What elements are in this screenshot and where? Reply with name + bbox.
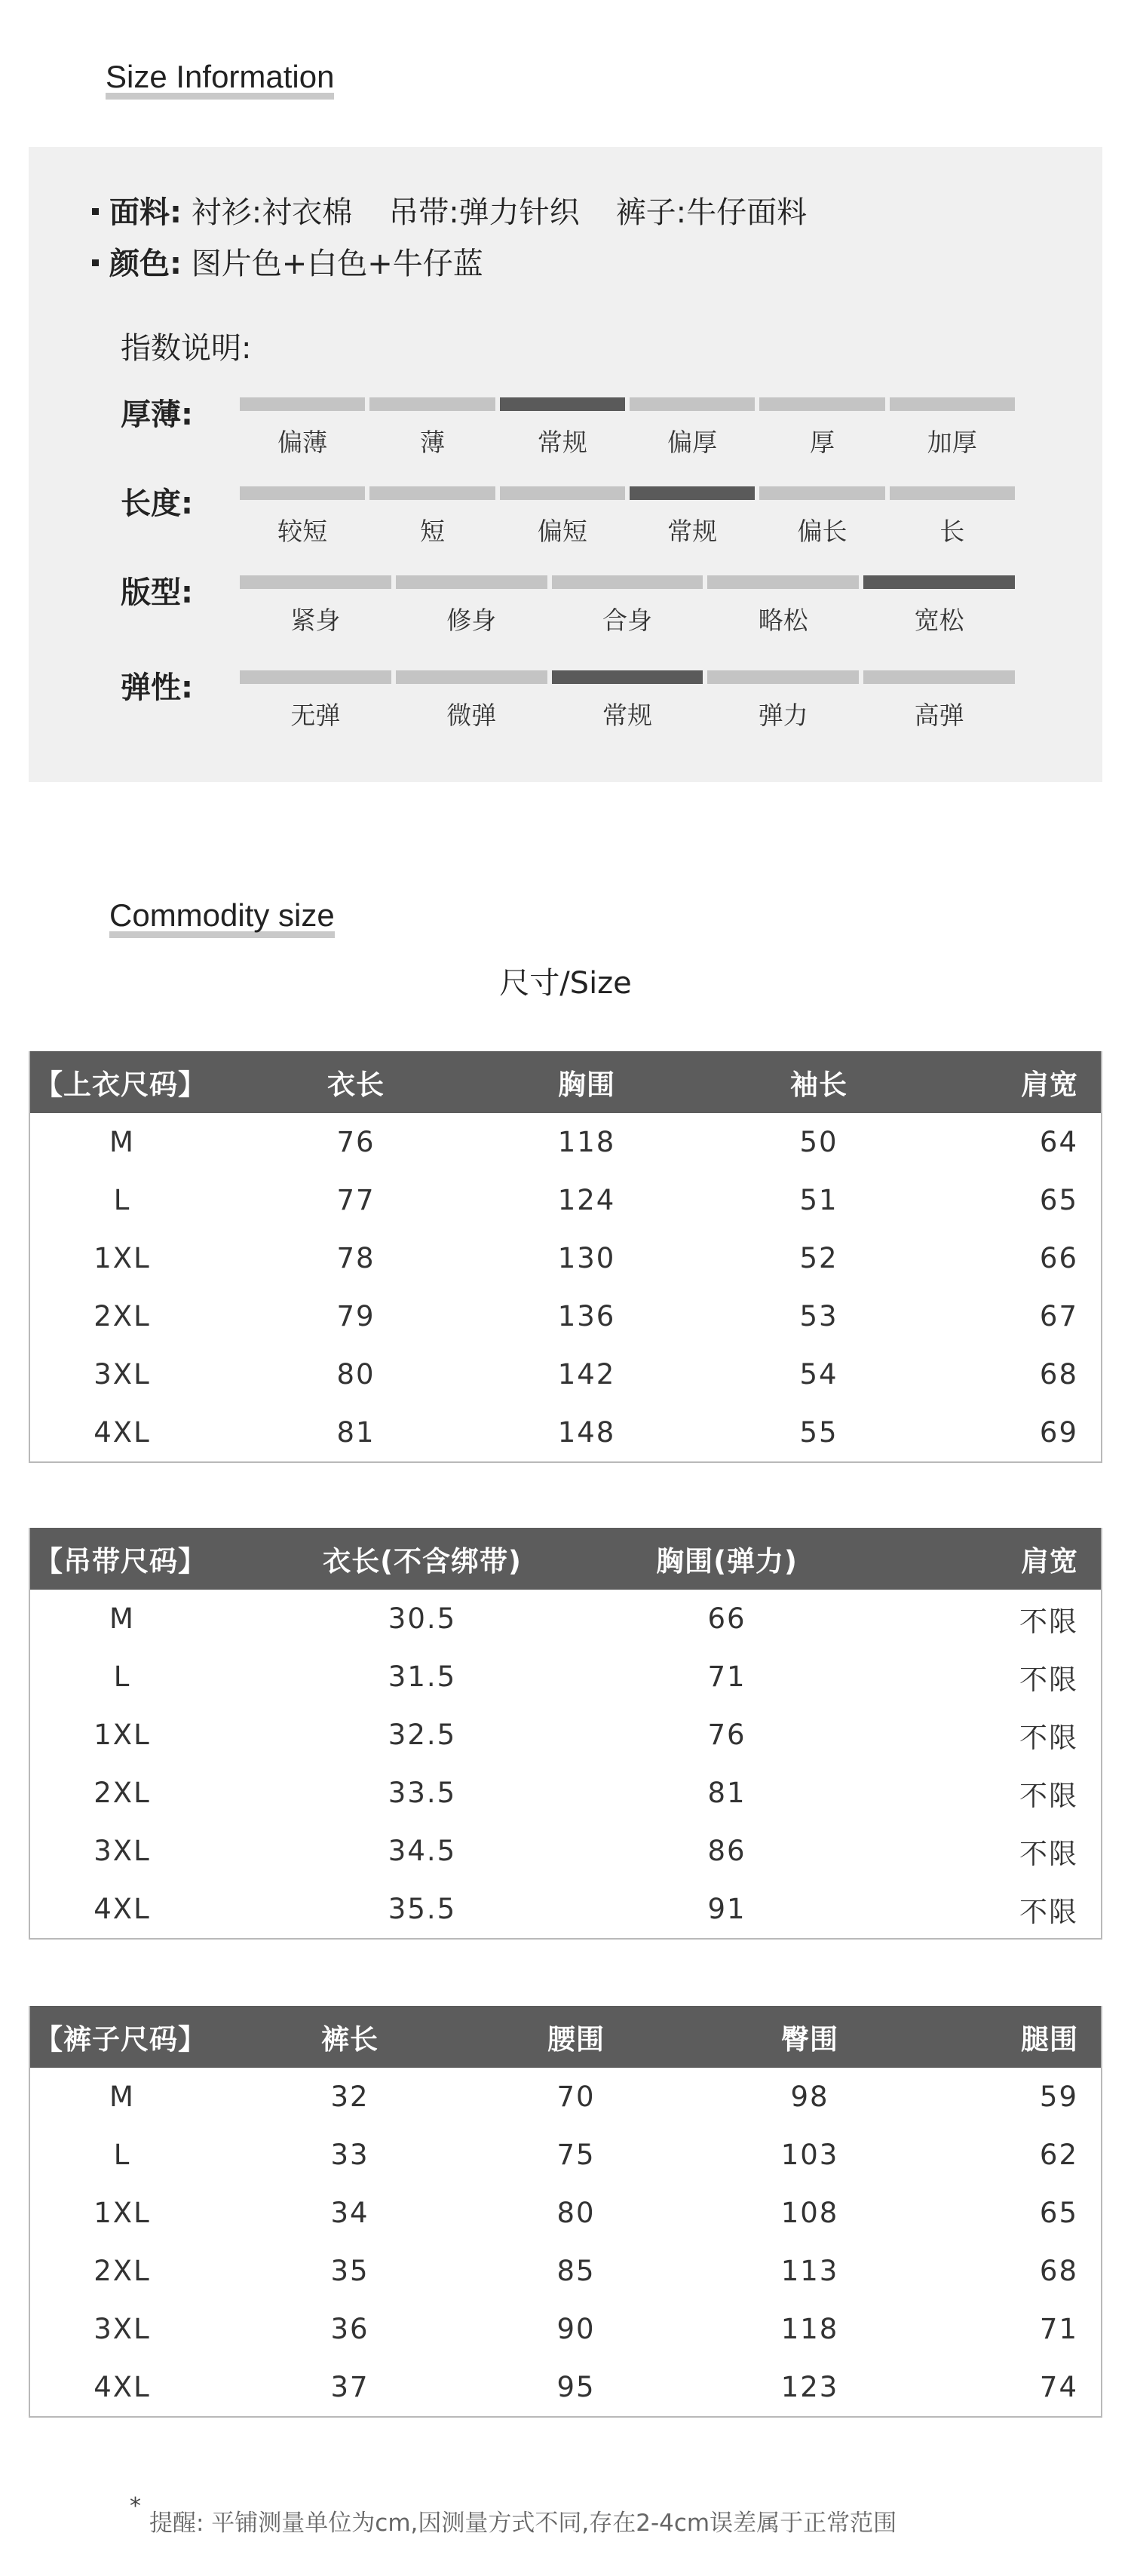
metric-option xyxy=(369,397,495,458)
table-cell: 3XL xyxy=(93,1835,151,1867)
table-cell: 50 xyxy=(799,1126,838,1158)
table-row xyxy=(30,1171,1101,1229)
table-cell: 148 xyxy=(557,1416,616,1449)
metric-option xyxy=(552,575,703,636)
table-cell: 不限 xyxy=(1019,1721,1078,1754)
table-row xyxy=(30,1403,1101,1461)
metric-bar xyxy=(759,486,884,500)
slip-size-table xyxy=(29,1528,1102,1940)
metric-bar xyxy=(240,670,391,684)
size-information-heading xyxy=(106,59,334,95)
metric-option-label: 偏薄 xyxy=(277,428,328,457)
metric-option xyxy=(863,575,1015,636)
bullet-icon xyxy=(92,259,99,266)
metric-option-label: 加厚 xyxy=(927,428,977,457)
table-cell: 78 xyxy=(336,1242,375,1274)
table-cell: 66 xyxy=(707,1602,746,1635)
table-cell: 67 xyxy=(1039,1300,1078,1332)
fabric-line xyxy=(92,189,807,232)
metric-bar xyxy=(369,486,495,500)
metric-option-label: 偏厚 xyxy=(667,428,718,457)
metric-option xyxy=(759,486,884,547)
table-cell: 34.5 xyxy=(388,1835,457,1867)
table-cell: 3XL xyxy=(93,2313,151,2345)
metric-option xyxy=(240,670,391,731)
metric-bar xyxy=(890,397,1015,411)
metric-option xyxy=(707,670,859,731)
tops-size-table xyxy=(29,1051,1102,1463)
table-cell: 34 xyxy=(330,2197,369,2229)
table-cell: 62 xyxy=(1039,2139,1078,2171)
metric-option-label: 合身 xyxy=(602,606,652,635)
table-cell: 52 xyxy=(799,1242,838,1274)
table-cell: 54 xyxy=(799,1358,838,1391)
table-cell: 130 xyxy=(557,1242,616,1274)
table-cell: 3XL xyxy=(93,1358,151,1391)
metric-label: 弹性: xyxy=(121,670,193,705)
table-cell: 不限 xyxy=(1019,1605,1078,1638)
color-value: 图片色+白色+牛仔蓝 xyxy=(191,247,483,281)
table-cell: 81 xyxy=(336,1416,375,1449)
table-row xyxy=(30,1706,1101,1764)
table-cell: 124 xyxy=(557,1184,616,1216)
table-cell: 103 xyxy=(780,2139,839,2171)
metric-option-label: 常规 xyxy=(602,701,652,730)
table-cell: 32.5 xyxy=(388,1719,457,1751)
metric-option xyxy=(240,575,391,636)
metric-bar xyxy=(240,397,365,411)
table-header xyxy=(30,1528,1101,1590)
table-header xyxy=(30,1051,1101,1113)
table-cell: 33 xyxy=(330,2139,369,2171)
table-row xyxy=(30,1287,1101,1345)
metric-bar xyxy=(707,670,859,684)
metric-option-label: 高弹 xyxy=(914,701,964,730)
metric-bar xyxy=(396,670,547,684)
header-cell: 袖长 xyxy=(790,1069,847,1101)
table-header xyxy=(30,2006,1101,2068)
metric-bar xyxy=(240,575,391,589)
note-text: 提醒: 平铺测量单位为cm,因测量方式不同,存在2-4cm误差属于正常范围 xyxy=(149,2510,897,2537)
heading-text: Size Information xyxy=(106,59,335,94)
table-cell: 59 xyxy=(1039,2081,1078,2113)
table-cell: 37 xyxy=(330,2371,369,2403)
table-cell: 2XL xyxy=(93,1777,151,1809)
table-cell: 66 xyxy=(1039,1242,1078,1274)
table-row xyxy=(30,2068,1101,2126)
metric-option xyxy=(630,486,755,547)
fabric-label: 面料: xyxy=(109,195,182,230)
table-cell: 4XL xyxy=(93,1893,151,1925)
table-cell: 2XL xyxy=(93,1300,151,1332)
table-cell: 4XL xyxy=(93,1416,151,1449)
table-cell: 71 xyxy=(1039,2313,1078,2345)
table-cell: 77 xyxy=(336,1184,375,1216)
table-row xyxy=(30,1590,1101,1648)
table-cell: 91 xyxy=(707,1893,746,1925)
metric-option-label: 弹力 xyxy=(758,701,808,730)
table-cell: 71 xyxy=(707,1661,746,1693)
table-cell: 53 xyxy=(799,1300,838,1332)
table-cell: 86 xyxy=(707,1835,746,1867)
table-row xyxy=(30,2300,1101,2358)
table-cell: M xyxy=(109,2081,135,2113)
header-cell: 【上衣尺码】 xyxy=(35,1069,207,1101)
table-cell: 2XL xyxy=(93,2255,151,2287)
metric-option xyxy=(552,670,703,731)
table-cell: L xyxy=(113,2139,131,2171)
metric-option-label: 无弹 xyxy=(290,701,341,730)
table-cell: 35 xyxy=(330,2255,369,2287)
table-row xyxy=(30,1113,1101,1171)
table-cell: 32 xyxy=(330,2081,369,2113)
table-row xyxy=(30,1345,1101,1403)
table-row xyxy=(30,2126,1101,2184)
header-cell: 臀围 xyxy=(781,2023,838,2056)
metric-option-label: 偏短 xyxy=(537,517,587,546)
table-row xyxy=(30,2242,1101,2300)
table-cell: 70 xyxy=(556,2081,596,2113)
size-subtitle: 尺寸/Size xyxy=(499,966,632,1001)
table-row xyxy=(30,2184,1101,2242)
metric-option-label: 较短 xyxy=(277,517,328,546)
table-cell: 不限 xyxy=(1019,1779,1078,1812)
table-cell: 55 xyxy=(799,1416,838,1449)
table-row xyxy=(30,1764,1101,1822)
color-label: 颜色: xyxy=(109,247,182,281)
measurement-note xyxy=(127,2493,897,2538)
metric-option-label: 厚 xyxy=(809,428,835,457)
table-row xyxy=(30,2358,1101,2416)
table-cell: M xyxy=(109,1126,135,1158)
metric-bar xyxy=(863,575,1015,589)
fabric-shirt: 衬衫:衬衣棉 xyxy=(191,195,353,230)
table-cell: 118 xyxy=(557,1126,616,1158)
table-cell: 79 xyxy=(336,1300,375,1332)
table-row xyxy=(30,1648,1101,1706)
index-title: 指数说明: xyxy=(121,331,252,366)
table-cell: L xyxy=(113,1661,131,1693)
metric-bar xyxy=(500,486,625,500)
metric-bar xyxy=(630,397,755,411)
table-cell: L xyxy=(113,1184,131,1216)
table-row xyxy=(30,1822,1101,1880)
table-cell: 118 xyxy=(780,2313,839,2345)
metric-option-label: 紧身 xyxy=(290,606,341,635)
metric-bar xyxy=(707,575,859,589)
metric-bar xyxy=(863,670,1015,684)
table-cell: 65 xyxy=(1039,1184,1078,1216)
metric-label: 厚薄: xyxy=(121,397,193,432)
table-cell: 85 xyxy=(556,2255,596,2287)
table-cell: 76 xyxy=(336,1126,375,1158)
table-cell: 1XL xyxy=(93,1719,151,1751)
table-cell: 不限 xyxy=(1019,1895,1078,1928)
table-cell: 75 xyxy=(556,2139,596,2171)
metric-option xyxy=(890,397,1015,458)
table-cell: 33.5 xyxy=(388,1777,457,1809)
metric-option-label: 常规 xyxy=(537,428,587,457)
metric-option xyxy=(240,397,365,458)
metric-bar xyxy=(240,486,365,500)
metric-option-label: 短 xyxy=(419,517,445,546)
asterisk: * xyxy=(130,2493,141,2519)
metric-scale xyxy=(240,486,1015,547)
table-cell: 36 xyxy=(330,2313,369,2345)
metric-bar xyxy=(630,486,755,500)
metric-option xyxy=(396,575,547,636)
table-row xyxy=(30,1229,1101,1287)
header-cell: 【裤子尺码】 xyxy=(35,2023,207,2056)
header-cell: 衣长 xyxy=(327,1069,385,1101)
bullet-icon xyxy=(92,208,99,215)
table-cell: 80 xyxy=(336,1358,375,1391)
metric-option-label: 偏长 xyxy=(797,517,847,546)
heading-text: Commodity size xyxy=(109,897,335,933)
metric-option-label: 常规 xyxy=(667,517,718,546)
metric-option xyxy=(500,486,625,547)
table-cell: 98 xyxy=(790,2081,829,2113)
table-cell: 76 xyxy=(707,1719,746,1751)
table-cell: 64 xyxy=(1039,1126,1078,1158)
table-cell: 113 xyxy=(780,2255,839,2287)
metric-option xyxy=(863,670,1015,731)
metric-scale xyxy=(240,575,1015,636)
metric-bar xyxy=(369,397,495,411)
metric-option xyxy=(369,486,495,547)
header-cell: 胸围(弹力) xyxy=(656,1545,798,1578)
header-cell: 腰围 xyxy=(547,2023,605,2056)
table-cell: 4XL xyxy=(93,2371,151,2403)
metric-bar xyxy=(500,397,625,411)
header-cell: 肩宽 xyxy=(1021,1069,1078,1101)
metric-bar xyxy=(552,670,703,684)
metric-option-label: 略松 xyxy=(758,606,808,635)
header-cell: 腿围 xyxy=(1021,2023,1078,2056)
table-cell: 51 xyxy=(799,1184,838,1216)
header-cell: 肩宽 xyxy=(1021,1545,1078,1578)
table-cell: 69 xyxy=(1039,1416,1078,1449)
table-cell: 74 xyxy=(1039,2371,1078,2403)
table-cell: 65 xyxy=(1039,2197,1078,2229)
metric-option xyxy=(396,670,547,731)
metric-scale xyxy=(240,397,1015,458)
metric-bar xyxy=(890,486,1015,500)
metric-label: 长度: xyxy=(121,486,193,521)
metric-option-label: 长 xyxy=(939,517,965,546)
fabric-strap: 吊带:弹力针织 xyxy=(388,195,580,230)
metric-option xyxy=(707,575,859,636)
table-cell: 90 xyxy=(556,2313,596,2345)
pants-size-table xyxy=(29,2006,1102,2418)
metric-bar xyxy=(552,575,703,589)
metric-option xyxy=(759,397,884,458)
table-cell: 81 xyxy=(707,1777,746,1809)
table-cell: 108 xyxy=(780,2197,839,2229)
metric-option-label: 薄 xyxy=(419,428,445,457)
color-line xyxy=(92,240,483,283)
metric-option xyxy=(240,486,365,547)
header-cell: 裤长 xyxy=(321,2023,379,2056)
table-cell: 80 xyxy=(556,2197,596,2229)
table-cell: 1XL xyxy=(93,1242,151,1274)
header-cell: 胸围 xyxy=(558,1069,615,1101)
fabric-pants: 裤子:牛仔面料 xyxy=(615,195,808,230)
table-cell: 不限 xyxy=(1019,1663,1078,1696)
header-cell: 【吊带尺码】 xyxy=(35,1545,207,1578)
table-cell: 35.5 xyxy=(388,1893,457,1925)
metric-bar xyxy=(396,575,547,589)
metric-option-label: 宽松 xyxy=(914,606,964,635)
metric-option xyxy=(630,397,755,458)
table-cell: 1XL xyxy=(93,2197,151,2229)
metric-scale xyxy=(240,670,1015,731)
table-cell: M xyxy=(109,1602,135,1635)
table-cell: 142 xyxy=(557,1358,616,1391)
table-cell: 123 xyxy=(780,2371,839,2403)
table-cell: 136 xyxy=(557,1300,616,1332)
table-cell: 68 xyxy=(1039,2255,1078,2287)
metric-label: 版型: xyxy=(121,575,193,610)
table-cell: 68 xyxy=(1039,1358,1078,1391)
metric-option xyxy=(890,486,1015,547)
metric-bar xyxy=(759,397,884,411)
table-cell: 95 xyxy=(556,2371,596,2403)
commodity-size-heading xyxy=(109,897,335,934)
metric-option-label: 修身 xyxy=(446,606,497,635)
table-cell: 不限 xyxy=(1019,1837,1078,1870)
metric-option-label: 微弹 xyxy=(446,701,497,730)
table-cell: 31.5 xyxy=(388,1661,457,1693)
table-cell: 30.5 xyxy=(388,1602,457,1635)
table-row xyxy=(30,1880,1101,1938)
header-cell: 衣长(不含绑带) xyxy=(323,1545,522,1578)
metric-option xyxy=(500,397,625,458)
